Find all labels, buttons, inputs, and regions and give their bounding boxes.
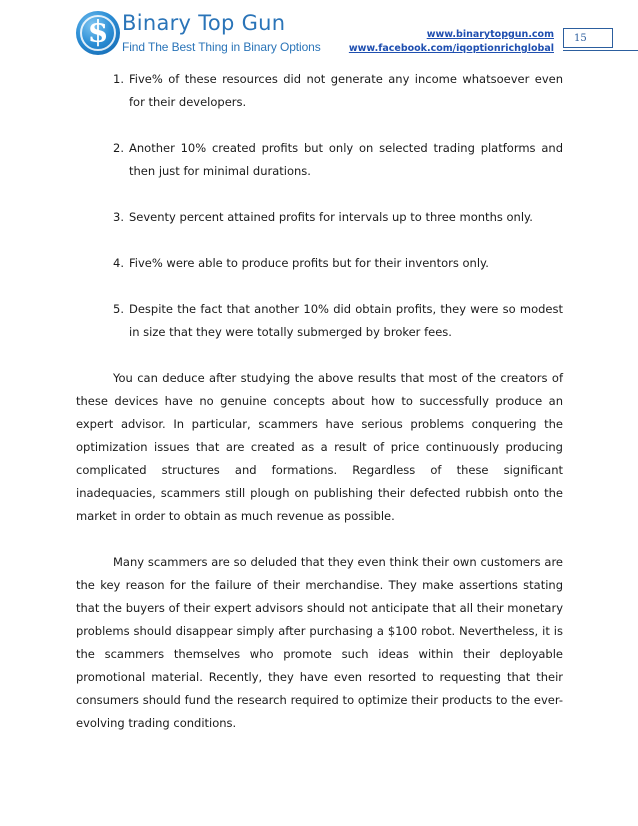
dollar-sign: $ [87, 15, 109, 50]
list-item-text: Despite the fact that another 10% did obtain profits, they were so modest in size that they were totally submerged by broker fees. [129, 302, 563, 339]
list-item [76, 206, 563, 229]
brand-title: Binary Top Gun [122, 11, 286, 35]
header-rule [563, 50, 638, 51]
list-item-number: 3. [113, 210, 124, 224]
list-item [76, 137, 563, 183]
list-item-number: 5. [113, 302, 124, 316]
header-links [349, 28, 554, 56]
list-item-text: Five% were able to produce profits but for their inventors only. [129, 256, 489, 270]
brand-logo[interactable] [76, 11, 321, 61]
list-item [76, 298, 563, 344]
list-item-number: 4. [113, 256, 124, 270]
list-item-text: Five% of these resources did not generate any income whatsoever even for their developers. [129, 72, 563, 109]
brand-tagline: Find The Best Thing in Binary Options [122, 40, 321, 54]
results-list [76, 68, 563, 344]
list-item-text: Seventy percent attained profits for intervals up to three months only. [129, 210, 533, 224]
facebook-link[interactable]: www.facebook.com/iqoptionrichglobal [348, 43, 554, 54]
paragraph-results-analysis: You can deduce after studying the above results that most of the creators of these devices have no genuine concepts about how to successfully produce an expert advisor. In particular, scammers have serious problems conquering the optimization issues that are created as a result of price continuously producing complicated structures and formations. Regardless of these significant inadequacies, scammers still plough on publishing their defected rubbish onto the market in order to obtain as much revenue as possible. [76, 371, 563, 523]
list-item-number: 1. [113, 72, 124, 86]
dollar-coin-icon [76, 11, 120, 55]
paragraph-scammer-claims: Many scammers are so deluded that they even think their own customers are the key reason for the failure of their merchandise. They make assertions stating that the buyers of their expert advisors should not anticipate that all their monetary problems should disappear simply after purchasing a $100 robot. Nevertheless, it is the scammers themselves who promote such ideas within their deployable promotional material. Recently, they have even resorted to requesting that their consumers should fund the research required to optimize their products to the ever-evolving trading conditions. [76, 555, 563, 730]
page-header [0, 0, 638, 62]
list-item-number: 2. [113, 141, 124, 155]
page-body [76, 68, 563, 758]
list-item [76, 68, 563, 114]
website-link[interactable]: www.binarytopgun.com [426, 29, 554, 40]
list-item [76, 252, 563, 275]
list-item-text: Another 10% created profits but only on selected trading platforms and then just for minimal durations. [129, 141, 563, 178]
page-number: 15 [563, 28, 613, 48]
